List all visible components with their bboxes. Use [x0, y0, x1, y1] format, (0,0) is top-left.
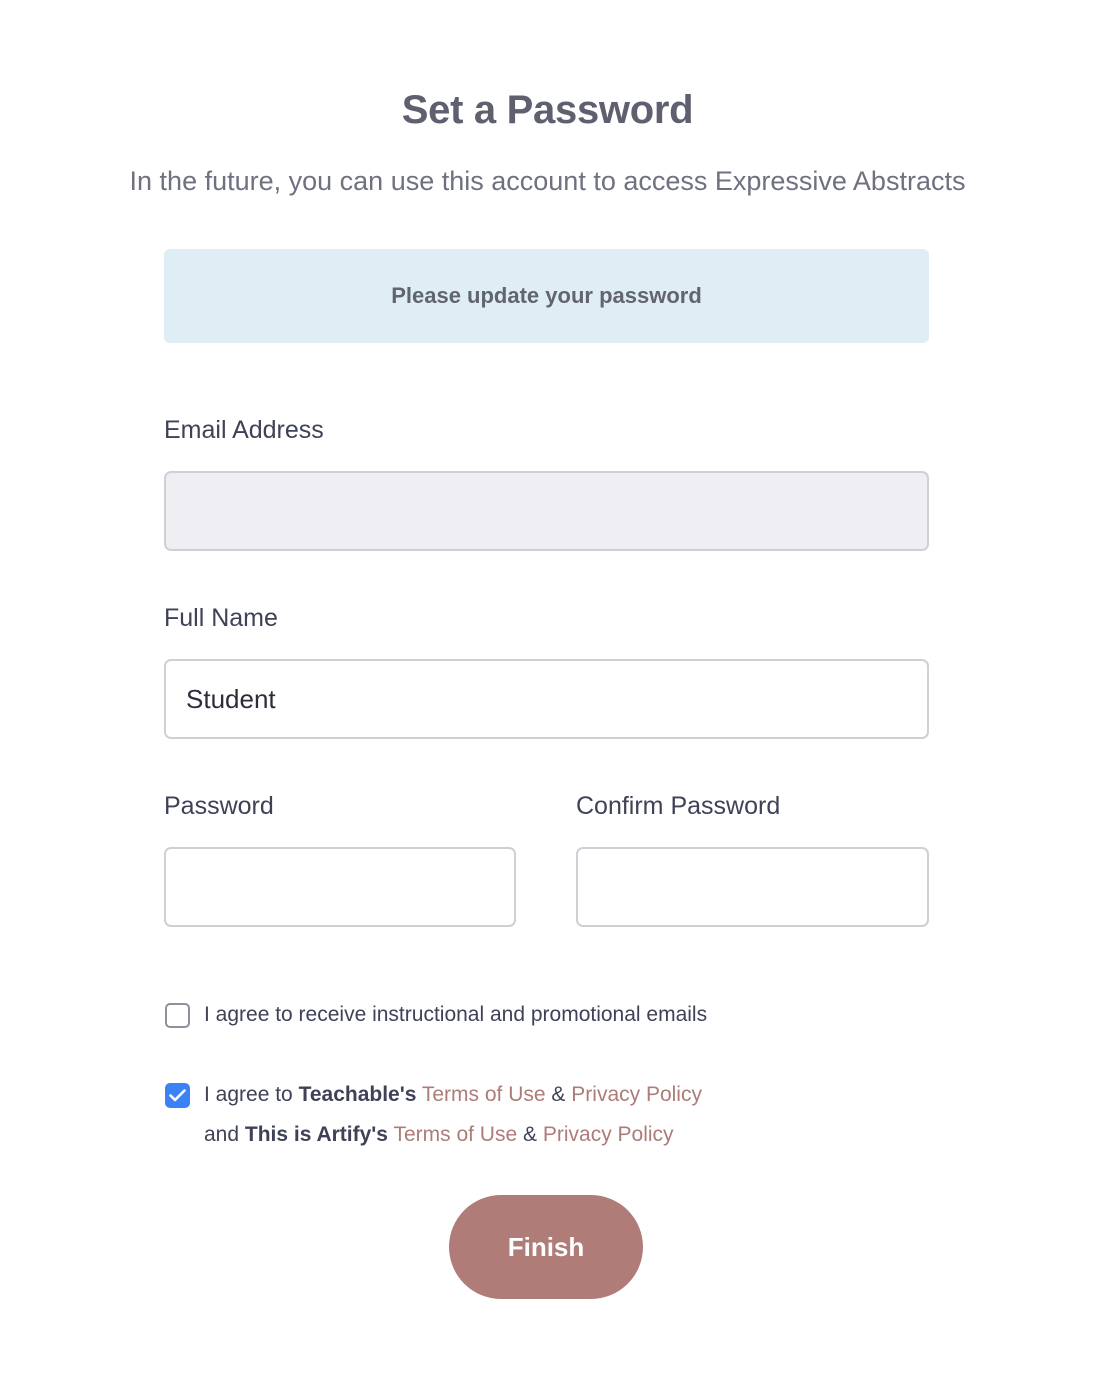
school-privacy-link[interactable]: Privacy Policy [542, 1123, 674, 1146]
finish-button[interactable]: Finish [449, 1195, 643, 1299]
terms-consent-checkbox[interactable] [165, 1083, 190, 1108]
terms-consent-line-2 [204, 1115, 674, 1155]
full-name-label: Full Name [164, 604, 278, 632]
confirm-password-input[interactable] [576, 847, 929, 927]
platform-name: Teachable's [298, 1083, 417, 1106]
confirm-password-label: Confirm Password [576, 792, 781, 820]
password-label: Password [164, 792, 274, 820]
checkmark-icon [169, 1089, 186, 1102]
alert-message: Please update your password [391, 283, 702, 308]
platform-privacy-link[interactable]: Privacy Policy [571, 1083, 702, 1106]
info-alert [164, 249, 929, 343]
ampersand: & [551, 1083, 566, 1106]
full-name-input[interactable] [164, 659, 929, 739]
terms-consent-line-1 [204, 1075, 702, 1115]
terms-prefix: I agree to [204, 1083, 293, 1106]
ampersand-2: & [523, 1123, 538, 1146]
terms-and: and [204, 1123, 240, 1146]
page-subtitle: In the future, you can use this account to access Expressive Abstracts [129, 166, 966, 196]
email-consent-checkbox[interactable] [165, 1003, 190, 1028]
email-consent-label: I agree to receive instructional and promotional emails [204, 1003, 708, 1026]
email-input[interactable] [164, 471, 929, 551]
platform-terms-link[interactable]: Terms of Use [421, 1083, 546, 1106]
school-name: This is Artify's [244, 1123, 388, 1146]
school-terms-link[interactable]: Terms of Use [393, 1123, 518, 1146]
password-input[interactable] [164, 847, 516, 927]
email-label: Email Address [164, 416, 324, 444]
page-title: Set a Password [401, 88, 694, 132]
